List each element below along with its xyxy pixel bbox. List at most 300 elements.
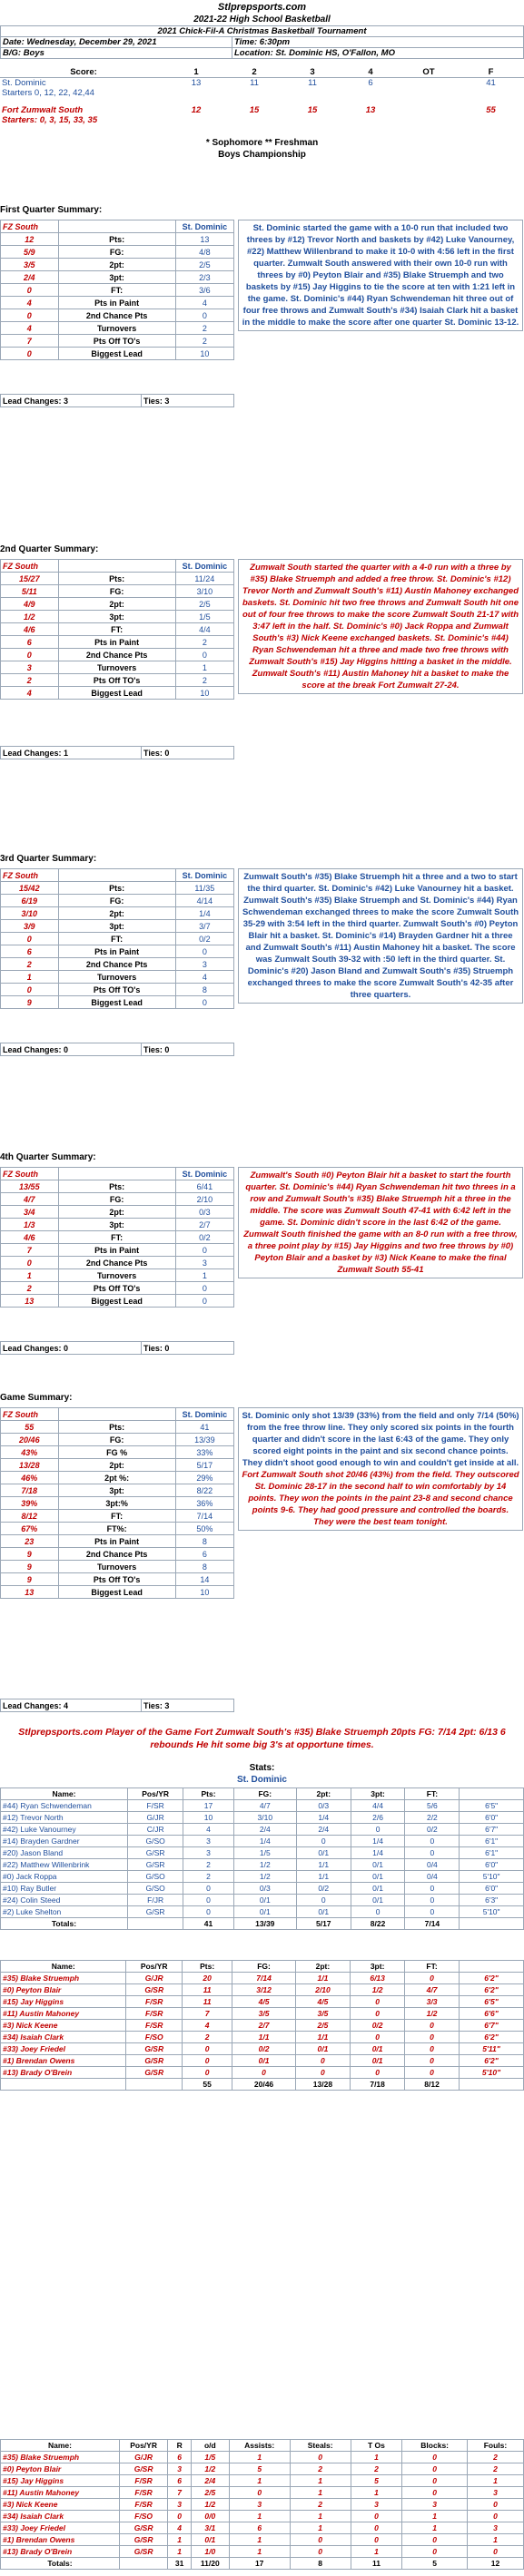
sd-value: 2/7 — [175, 1219, 233, 1231]
lead-changes: Lead Changes: 0 — [1, 1342, 142, 1355]
stat-cell: 0 — [405, 1883, 460, 1895]
column-header: T Os — [351, 2440, 402, 2452]
stat-cell: #0) Peyton Blair — [1, 1984, 126, 1996]
stat-label: FG: — [58, 1193, 175, 1206]
game-stat-row — [1, 1484, 234, 1497]
column-header: FG: — [233, 1788, 296, 1800]
player-row — [1, 2452, 524, 2463]
tournament: 2021 Chick-Fil-A Christmas Basketball Tournament — [1, 26, 524, 37]
fz-value: 7 — [1, 1244, 59, 1257]
stat-cell: 6 — [168, 2452, 192, 2463]
stat-cell: 6'0" — [460, 1859, 524, 1871]
stat-cell: 1/1 — [295, 1973, 350, 1984]
fz-south-stats-table — [0, 1960, 524, 2091]
fz-value: 2 — [1, 1282, 59, 1295]
fz-value: 0 — [1, 284, 59, 297]
stat-cell: 0 — [295, 2067, 350, 2079]
sd-value: 0/2 — [175, 933, 233, 945]
stat-cell: 1/1 — [295, 2032, 350, 2043]
team1-q2: 11 — [250, 78, 259, 88]
time: Time: 6:30pm — [232, 37, 524, 48]
stat-cell: 0 — [296, 1895, 351, 1906]
quarter-stat-row — [1, 335, 234, 348]
stat-cell: 1 — [229, 2534, 290, 2546]
sd-value: 33% — [175, 1446, 233, 1459]
stat-cell: 1/1 — [296, 1859, 351, 1871]
stat-cell: 0 — [182, 2043, 232, 2055]
stat-cell: 1 — [229, 2546, 290, 2558]
stat-cell: 1 — [402, 2511, 468, 2522]
sd-value: 29% — [175, 1472, 233, 1484]
quarter-stat-row — [1, 674, 234, 687]
stat-cell: 0 — [402, 2546, 468, 2558]
stat-cell: 5'10" — [460, 1906, 524, 1918]
stat-label: Pts in Paint — [58, 945, 175, 958]
fz-value: 3/5 — [1, 259, 59, 271]
player-row — [1, 2522, 524, 2534]
stat-cell: 2 — [290, 2499, 351, 2511]
sd-value: 3/10 — [175, 585, 233, 598]
player-row — [1, 1973, 524, 1984]
quarter-section — [0, 205, 524, 406]
column-header: R — [168, 2440, 192, 2452]
stat-cell: F/SR — [127, 1800, 183, 1812]
player-row — [1, 2546, 524, 2558]
column-header: 3pt: — [351, 1961, 405, 1973]
sd-header: St. Dominic — [175, 560, 233, 573]
stat-cell: 0/1 — [351, 1859, 405, 1871]
stat-cell: 1/2 — [233, 1871, 296, 1883]
fz-value: 43% — [1, 1446, 59, 1459]
quarter-title: 3rd Quarter Summary: — [0, 854, 97, 864]
q3-label: 3 — [310, 67, 315, 77]
quarter-stat-row — [1, 246, 234, 259]
fz-value: 6 — [1, 945, 59, 958]
stat-cell: 6'2" — [460, 2055, 524, 2067]
total-cell: 20/46 — [232, 2079, 295, 2091]
ot-label: OT — [422, 67, 435, 77]
stat-cell: 1/4 — [351, 1836, 405, 1847]
stat-cell: 0/0 — [192, 2511, 229, 2522]
fz-value: 3 — [1, 661, 59, 674]
stat-label: FT: — [58, 933, 175, 945]
bg: B/G: Boys — [1, 48, 232, 59]
team2-q2: 15 — [249, 105, 260, 115]
stat-label: 2nd Chance Pts — [58, 309, 175, 322]
stat-cell: 1 — [229, 2511, 290, 2522]
player-row — [1, 1996, 524, 2008]
fz-value: 15/42 — [1, 882, 59, 895]
column-header: o/d — [192, 2440, 229, 2452]
stat-cell: G/SR — [119, 2546, 167, 2558]
stat-label: 2nd Chance Pts — [58, 649, 175, 661]
stat-label: FG % — [58, 1446, 175, 1459]
stat-cell: 6'2" — [460, 2032, 524, 2043]
stat-cell: 2 — [290, 2463, 351, 2475]
stat-cell: 1/2 — [192, 2499, 229, 2511]
player-row — [1, 1871, 524, 1883]
column-header: Steals: — [290, 2440, 351, 2452]
stat-cell: 6/13 — [351, 1973, 405, 1984]
stat-cell: 0 — [402, 2487, 468, 2499]
quarter-stat-row — [1, 971, 234, 984]
lead-ties-table — [0, 1341, 234, 1355]
fz-value: 6/19 — [1, 895, 59, 907]
sd-value: 2/3 — [175, 271, 233, 284]
stat-cell: 2/4 — [296, 1824, 351, 1836]
team1-ot — [400, 78, 458, 89]
stat-cell: F/SR — [119, 2499, 167, 2511]
quarter-stat-row — [1, 297, 234, 309]
sd-value: 0 — [175, 309, 233, 322]
stat-cell: 5'11" — [460, 2043, 524, 2055]
player-row — [1, 1800, 524, 1812]
stat-label: 2nd Chance Pts — [58, 1257, 175, 1269]
stat-cell: #35) Blake Struemph — [1, 1973, 126, 1984]
stat-cell: 0 — [232, 2067, 295, 2079]
stat-cell: 1/2 — [233, 1859, 296, 1871]
sd-header: St. Dominic — [175, 869, 233, 882]
column-header: Name: — [1, 2440, 120, 2452]
stat-label: Pts Off TO's — [58, 1573, 175, 1586]
stat-cell: 0 — [402, 2452, 468, 2463]
stat-label: Pts Off TO's — [58, 1282, 175, 1295]
fz-value: 55 — [1, 1421, 59, 1434]
stat-cell: 0 — [405, 1847, 460, 1859]
stat-cell: 0/1 — [232, 2055, 295, 2067]
quarter-stat-row — [1, 309, 234, 322]
lead-ties-table — [0, 746, 234, 759]
stat-cell: 0 — [402, 2475, 468, 2487]
fz-value: 9 — [1, 996, 59, 1009]
stat-cell: 6'0" — [460, 1883, 524, 1895]
stat-cell: F/SR — [119, 2487, 167, 2499]
ties: Ties: 3 — [142, 395, 234, 407]
team1-q3: 11 — [308, 78, 317, 88]
stat-cell: G/SR — [119, 2534, 167, 2546]
sd-value: 6/41 — [175, 1180, 233, 1193]
team2-q4: 13 — [365, 105, 376, 115]
season-title: 2021-22 High School Basketball — [193, 15, 331, 24]
column-header: Assists: — [229, 2440, 290, 2452]
stat-label: 2pt: — [58, 1206, 175, 1219]
info-table — [0, 25, 524, 59]
game-stat-row — [1, 1573, 234, 1586]
stat-label: Turnovers — [58, 1561, 175, 1573]
quarter-stat-row — [1, 1206, 234, 1219]
stat-cell: 3 — [402, 2499, 468, 2511]
fz-value: 9 — [1, 1573, 59, 1586]
stat-cell: 0/1 — [296, 1847, 351, 1859]
stat-cell: G/SR — [119, 2522, 167, 2534]
total-cell: 41 — [183, 1918, 233, 1930]
fz-value: 4 — [1, 297, 59, 309]
fz-value: 7/18 — [1, 1484, 59, 1497]
stat-cell: 5 — [229, 2463, 290, 2475]
stat-cell: 0 — [351, 2522, 402, 2534]
team1-q4: 6 — [368, 78, 373, 88]
stat-label: Turnovers — [58, 1269, 175, 1282]
stat-label: FT%: — [58, 1523, 175, 1535]
total-cell: 17 — [229, 2558, 290, 2570]
stat-cell: 0 — [467, 2499, 523, 2511]
fz-value: 4/9 — [1, 598, 59, 611]
stat-cell: 1/0 — [192, 2546, 229, 2558]
fz-value: 20/46 — [1, 1434, 59, 1446]
lead-ties-table — [0, 394, 234, 407]
stat-cell: 4 — [182, 2020, 232, 2032]
total-cell: 8/22 — [351, 1918, 405, 1930]
sd-value: 4/4 — [175, 623, 233, 636]
game-stat-row — [1, 1497, 234, 1510]
stat-cell: #0) Peyton Blair — [1, 2463, 120, 2475]
stat-cell: 11 — [182, 1996, 232, 2008]
sd-value: 3/6 — [175, 284, 233, 297]
stat-cell: 6'6" — [460, 2008, 524, 2020]
stat-cell: #2) Luke Shelton — [1, 1906, 128, 1918]
sd-value: 2/10 — [175, 1193, 233, 1206]
quarter-narrative: Zumwalt's South #0) Peyton Blair hit a basket to start the fourth quarter. St. Dominic's #44) Ryan Schwendeman hit two threes in a row and Zumwalt South's #35) Blake Struemph hit a three in the middle. The score was Zumwalt South 47-41 with 6:42 left in the game. St. Dominic didn't score in the last 6:42 of the game. Zumwalt South finished the game with an 8-0 run with a free throw, a three point play by #15) Jay Higgins and two free throws by #0) Peyton Blair and a basket by #3) Nick Keane to make the final Zumwalt South 55-41 — [238, 1167, 523, 1278]
stat-cell: #3) Nick Keene — [1, 2020, 126, 2032]
quarter-stat-row — [1, 920, 234, 933]
sd-value: 4/8 — [175, 246, 233, 259]
quarter-stat-row — [1, 661, 234, 674]
quarter-stat-row — [1, 687, 234, 700]
stat-cell: 0 — [183, 1895, 233, 1906]
stat-cell: 6'7" — [460, 1824, 524, 1836]
quarter-narrative: Zumwalt South started the quarter with a 4-0 run with a three by #35) Blake Struemph and added a free throw. St. Dominic's #12) Trevor North and Zumwalt South's #11) Austin Mahoney exchanged baskets. St. Dominic hit two free throws and Zumwalt South hit one out of four free throws to make the score Zumwalt South 21-17 with 3:47 left in the half. St. Dominic's #0) Jack Roppa and Zumwalt South's #3) Nick Keene exchanged baskets. St. Dominic's #44) Ryan Schwendeman hit a three and made two free throws with Zumwalt South's #15) Jay Higgins hitting a basket in the middle. Zumwalt South's #11) Austin Mahoney hit a basket to make the score at the break Fort Zumwalt 27-24. — [238, 559, 523, 694]
stat-cell: #22) Matthew Willenbrink — [1, 1859, 128, 1871]
stat-cell: 0 — [405, 1836, 460, 1847]
stat-cell: 0 — [405, 1906, 460, 1918]
ties: Ties: 0 — [142, 1043, 234, 1056]
sd-value: 50% — [175, 1523, 233, 1535]
stat-cell: 6'1" — [460, 1836, 524, 1847]
stat-cell: 3 — [168, 2499, 192, 2511]
sd-value: 0/3 — [175, 1206, 233, 1219]
stat-cell: 7 — [168, 2487, 192, 2499]
sd-value: 10 — [175, 1586, 233, 1599]
stat-cell: 4/4 — [351, 1800, 405, 1812]
player-row — [1, 2499, 524, 2511]
score-header-row — [0, 67, 524, 78]
player-row — [1, 2475, 524, 2487]
stat-label: 3pt: — [58, 1484, 175, 1497]
quarter-stat-row — [1, 895, 234, 907]
stat-cell: 0 — [351, 1906, 405, 1918]
total-cell — [126, 2079, 182, 2091]
sd-value: 1/4 — [175, 907, 233, 920]
column-header: Pos/YR — [127, 1788, 183, 1800]
column-header: Pts: — [182, 1961, 232, 1973]
stat-label: Biggest Lead — [58, 1295, 175, 1308]
sd-value: 6 — [175, 1548, 233, 1561]
team1-name: St. Dominic — [2, 78, 46, 88]
stat-cell: #35) Blake Struemph — [1, 2452, 120, 2463]
ties: Ties: 0 — [142, 1342, 234, 1355]
stat-cell: 0/1 — [233, 1895, 296, 1906]
stat-cell: 1 — [351, 2546, 402, 2558]
total-cell: 12 — [467, 2558, 523, 2570]
stat-cell: 2/4 — [192, 2475, 229, 2487]
stat-cell: #13) Brady O'Brein — [1, 2546, 120, 2558]
stat-cell: 3/3 — [405, 1996, 460, 2008]
sd-value: 8 — [175, 1561, 233, 1573]
total-cell: Totals: — [1, 1918, 128, 1930]
quarter-section — [0, 854, 524, 1054]
stat-cell: 0/2 — [351, 2020, 405, 2032]
stat-cell: 1/2 — [405, 2008, 460, 2020]
stat-cell: 7 — [182, 2008, 232, 2020]
ties: Ties: 3 — [142, 1699, 234, 1712]
total-cell: 13/28 — [295, 2079, 350, 2091]
stat-cell: 6'7" — [460, 2020, 524, 2032]
stat-cell: 2/4 — [233, 1824, 296, 1836]
stat-cell: 1/2 — [192, 2463, 229, 2475]
stat-cell: 1/5 — [233, 1847, 296, 1859]
stat-cell: 1/4 — [296, 1812, 351, 1824]
game-stat-row — [1, 1535, 234, 1548]
stat-label: 3pt: — [58, 611, 175, 623]
game-summary — [0, 1393, 524, 1710]
stat-cell: 20 — [182, 1973, 232, 1984]
stat-cell: G/SO — [127, 1836, 183, 1847]
stat-cell: 0/1 — [351, 1883, 405, 1895]
stat-cell: #1) Brendan Owens — [1, 2534, 120, 2546]
player-row — [1, 2487, 524, 2499]
stat-cell: 0/1 — [296, 1906, 351, 1918]
stat-cell: 1 — [229, 2452, 290, 2463]
stat-cell: 6'2" — [460, 1973, 524, 1984]
stat-cell: 0 — [402, 2534, 468, 2546]
quarter-stat-row — [1, 933, 234, 945]
player-row — [1, 2055, 524, 2067]
stat-cell: 0 — [467, 2511, 523, 2522]
stat-cell: 0 — [467, 2546, 523, 2558]
stat-cell: 1/1 — [232, 2032, 295, 2043]
total-cell: 31 — [168, 2558, 192, 2570]
stat-label: FG: — [58, 895, 175, 907]
stat-cell: 0/1 — [351, 2043, 405, 2055]
stat-cell: 0/1 — [192, 2534, 229, 2546]
team2-starters: 0, 3, 15, 33, 35 — [39, 115, 98, 125]
stat-cell: G/SR — [127, 1906, 183, 1918]
quarter-section — [0, 1152, 524, 1353]
fz-value: 2 — [1, 958, 59, 971]
player-of-game: Stlprepsports.com Player of the Game Fort Zumwalt South's #35) Blake Struemph 20pts FG: 7/14 2pt: 6/13 6 rebounds He hit some big 3's at opportune times. — [18, 1727, 506, 1750]
quarter-stat-row — [1, 623, 234, 636]
total-cell: 5 — [402, 2558, 468, 2570]
sd-value: 4/14 — [175, 895, 233, 907]
fz-value: 8/12 — [1, 1510, 59, 1523]
fz-value: 1 — [1, 971, 59, 984]
stat-cell: 0 — [295, 2055, 350, 2067]
total-cell: 7/18 — [351, 2079, 405, 2091]
team1-starters: 0, 12, 22, 42,44 — [34, 88, 94, 98]
stat-label: FG: — [58, 246, 175, 259]
team2-final: 55 — [486, 105, 496, 115]
total-cell: 11 — [351, 2558, 402, 2570]
sd-narrative: St. Dominic only shot 13/39 (33%) from the field and only 7/14 (50%) from the free throw line. They only scored six points in the fourth quarter and didn't score in the last 6:43 of the game. They only scored eight points in the paint and six second chance points. They didn't shoot good enough to win and couldn't get inside at all. — [242, 1411, 519, 1468]
total-cell: 8/12 — [405, 2079, 460, 2091]
stat-cell: 5/6 — [405, 1800, 460, 1812]
totals-row — [1, 2079, 524, 2091]
stat-cell: 3 — [183, 1847, 233, 1859]
fz-value: 12 — [1, 233, 59, 246]
quarter-stat-row — [1, 233, 234, 246]
team1-starters-label: Starters — [2, 88, 33, 98]
player-row — [1, 1824, 524, 1836]
quarter-stat-row — [1, 585, 234, 598]
stat-label: Biggest Lead — [58, 1586, 175, 1599]
game-stat-row — [1, 1434, 234, 1446]
stat-label: Pts Off TO's — [58, 984, 175, 996]
quarter-stat-row — [1, 284, 234, 297]
stat-cell: 0 — [290, 2546, 351, 2558]
fz-header: FZ South — [1, 1168, 59, 1180]
score-label: Score: — [70, 67, 97, 77]
stat-cell: 0 — [402, 2463, 468, 2475]
stat-label: 2pt: — [58, 598, 175, 611]
quarter-section — [0, 544, 524, 758]
stat-cell: 6 — [229, 2522, 290, 2534]
column-header: 2pt: — [296, 1788, 351, 1800]
game-stat-row — [1, 1548, 234, 1561]
stat-cell: G/SR — [127, 1847, 183, 1859]
stat-cell: 0/1 — [351, 1895, 405, 1906]
stat-cell: #13) Brady O'Brein — [1, 2067, 126, 2079]
stat-cell: 1 — [168, 2534, 192, 2546]
sd-value: 11/35 — [175, 882, 233, 895]
sd-value: 14 — [175, 1573, 233, 1586]
stat-label: Pts Off TO's — [58, 674, 175, 687]
stat-cell: G/SR — [126, 2055, 182, 2067]
stat-cell: 2/5 — [295, 2020, 350, 2032]
stat-label: FT: — [58, 1510, 175, 1523]
team2-starters-label: Starters: — [2, 115, 38, 125]
sd-value: 36% — [175, 1497, 233, 1510]
sd-value: 5/17 — [175, 1459, 233, 1472]
stat-cell: 5'10" — [460, 1871, 524, 1883]
stat-cell: 0 — [405, 1895, 460, 1906]
stat-cell: #11) Austin Mahoney — [1, 2487, 120, 2499]
quarter-stat-row — [1, 1231, 234, 1244]
fz-value: 1/2 — [1, 611, 59, 623]
stat-cell: #20) Jason Bland — [1, 1847, 128, 1859]
stat-cell: 4/5 — [295, 1996, 350, 2008]
stat-label: 2nd Chance Pts — [58, 1548, 175, 1561]
stat-cell: 1 — [168, 2546, 192, 2558]
stat-label: 2pt %: — [58, 1472, 175, 1484]
quarter-title: 4th Quarter Summary: — [0, 1152, 96, 1162]
game-stat-row — [1, 1459, 234, 1472]
stat-label: Biggest Lead — [58, 996, 175, 1009]
player-row — [1, 1812, 524, 1824]
column-header: Fouls: — [467, 2440, 523, 2452]
player-row — [1, 2067, 524, 2079]
stat-cell: 1 — [290, 2511, 351, 2522]
stat-label: 2pt: — [58, 259, 175, 271]
column-header: 2pt: — [295, 1961, 350, 1973]
stat-cell: 1 — [467, 2475, 523, 2487]
player-row — [1, 1859, 524, 1871]
total-cell — [460, 2079, 524, 2091]
stat-cell: 1 — [467, 2534, 523, 2546]
stat-label: 3pt: — [58, 1219, 175, 1231]
lead-changes: Lead Changes: 0 — [1, 1043, 142, 1056]
stat-label: FG: — [58, 1434, 175, 1446]
sd-value: 0/2 — [175, 1231, 233, 1244]
